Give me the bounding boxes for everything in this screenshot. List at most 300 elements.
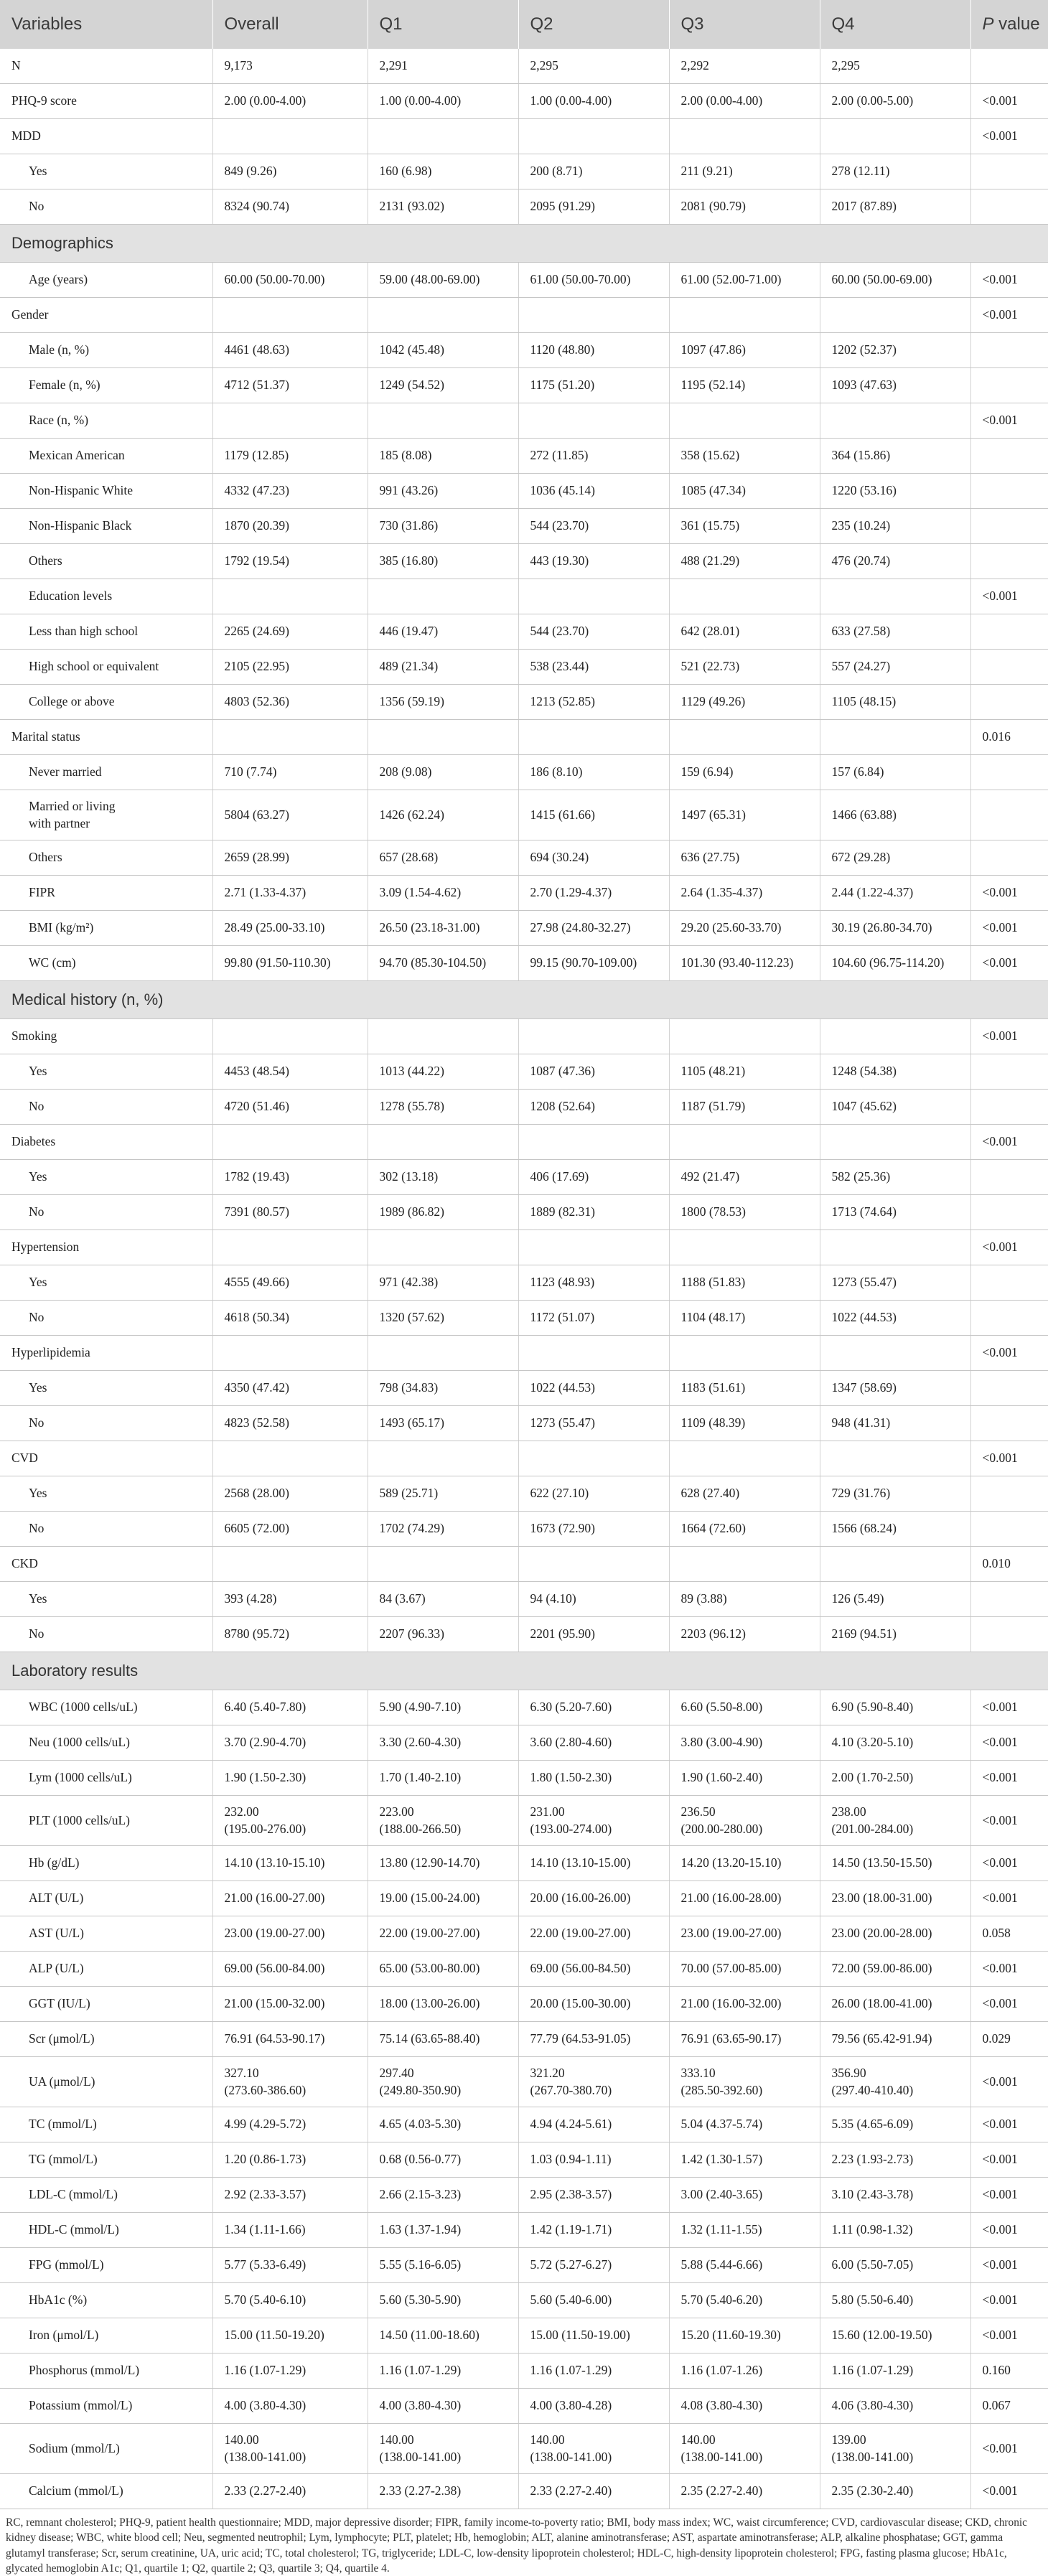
p-value-cell: 0.160 xyxy=(970,2353,1048,2389)
row-label: Marital status xyxy=(0,720,212,755)
q4-cell: 157 (6.84) xyxy=(820,755,970,790)
p-value-cell: <0.001 xyxy=(970,119,1048,154)
q3-cell xyxy=(669,1125,820,1160)
row-label: AST (U/L) xyxy=(0,1916,212,1952)
q2-cell: 406 (17.69) xyxy=(518,1160,669,1195)
q3-cell: 1187 (51.79) xyxy=(669,1090,820,1125)
q2-cell: 544 (23.70) xyxy=(518,509,669,544)
table-row xyxy=(0,1371,1048,1406)
q1-cell: 1493 (65.17) xyxy=(368,1406,518,1441)
q4-cell xyxy=(820,1441,970,1476)
overall-cell: 5804 (63.27) xyxy=(212,790,368,840)
q3-cell: 211 (9.21) xyxy=(669,154,820,189)
q3-cell: 236.50 (200.00-280.00) xyxy=(669,1796,820,1846)
overall-cell: 8780 (95.72) xyxy=(212,1617,368,1652)
overall-cell: 6.40 (5.40-7.80) xyxy=(212,1690,368,1725)
q2-cell: 544 (23.70) xyxy=(518,614,669,650)
q4-cell: 2017 (87.89) xyxy=(820,189,970,225)
q3-cell: 70.00 (57.00-85.00) xyxy=(669,1952,820,1987)
row-label: HbA1c (%) xyxy=(0,2283,212,2318)
overall-cell: 2265 (24.69) xyxy=(212,614,368,650)
q2-cell: 1.80 (1.50-2.30) xyxy=(518,1761,669,1796)
row-label: FPG (mmol/L) xyxy=(0,2248,212,2283)
q2-cell: 1673 (72.90) xyxy=(518,1512,669,1547)
overall-cell: 4350 (47.42) xyxy=(212,1371,368,1406)
header-row xyxy=(0,0,1048,49)
row-label: PLT (1000 cells/uL) xyxy=(0,1796,212,1846)
row-label: BMI (kg/m²) xyxy=(0,911,212,946)
table-row xyxy=(0,509,1048,544)
p-value-cell: <0.001 xyxy=(970,1019,1048,1054)
q4-cell: 476 (20.74) xyxy=(820,544,970,579)
p-value-cell: <0.001 xyxy=(970,1725,1048,1761)
row-label: Lym (1000 cells/uL) xyxy=(0,1761,212,1796)
table-row xyxy=(0,2057,1048,2107)
overall-cell: 14.10 (13.10-15.10) xyxy=(212,1846,368,1881)
p-value-cell xyxy=(970,439,1048,474)
header-p-italic: P xyxy=(982,14,994,34)
q2-cell xyxy=(518,119,669,154)
q2-cell xyxy=(518,579,669,614)
q4-cell: 1347 (58.69) xyxy=(820,1371,970,1406)
table-header xyxy=(0,0,1048,49)
q3-cell: 1195 (52.14) xyxy=(669,368,820,403)
q1-cell xyxy=(368,1441,518,1476)
q4-cell: 364 (15.86) xyxy=(820,439,970,474)
overall-cell: 4453 (48.54) xyxy=(212,1054,368,1090)
table-row xyxy=(0,2283,1048,2318)
table-row xyxy=(0,911,1048,946)
row-label: Mexican American xyxy=(0,439,212,474)
q3-cell xyxy=(669,1019,820,1054)
p-value-cell xyxy=(970,1054,1048,1090)
row-label: Never married xyxy=(0,755,212,790)
q4-cell: 672 (29.28) xyxy=(820,840,970,876)
q2-cell: 2.70 (1.29-4.37) xyxy=(518,876,669,911)
row-label: Male (n, %) xyxy=(0,333,212,368)
p-value-cell: <0.001 xyxy=(970,1125,1048,1160)
q1-cell xyxy=(368,1336,518,1371)
row-label: Others xyxy=(0,544,212,579)
q4-cell xyxy=(820,1019,970,1054)
q2-cell xyxy=(518,1336,669,1371)
q2-cell xyxy=(518,298,669,333)
row-label: No xyxy=(0,1512,212,1547)
q2-cell: 22.00 (19.00-27.00) xyxy=(518,1916,669,1952)
q1-cell: 1989 (86.82) xyxy=(368,1195,518,1230)
overall-cell xyxy=(212,720,368,755)
q1-cell: 160 (6.98) xyxy=(368,154,518,189)
p-value-cell: 0.058 xyxy=(970,1916,1048,1952)
header-p-rest: value xyxy=(993,14,1040,34)
p-value-cell: <0.001 xyxy=(970,2057,1048,2107)
q4-cell: 1466 (63.88) xyxy=(820,790,970,840)
q1-cell: 991 (43.26) xyxy=(368,474,518,509)
p-value-cell: <0.001 xyxy=(970,84,1048,119)
q2-cell: 1022 (44.53) xyxy=(518,1371,669,1406)
row-label: Gender xyxy=(0,298,212,333)
p-value-cell: 0.010 xyxy=(970,1547,1048,1582)
table-row xyxy=(0,298,1048,333)
p-value-cell: <0.001 xyxy=(970,1796,1048,1846)
overall-cell: 9,173 xyxy=(212,49,368,84)
q3-cell: 3.80 (3.00-4.90) xyxy=(669,1725,820,1761)
q1-cell: 1278 (55.78) xyxy=(368,1090,518,1125)
q4-cell: 23.00 (18.00-31.00) xyxy=(820,1881,970,1916)
q2-cell: 272 (11.85) xyxy=(518,439,669,474)
table-row xyxy=(0,1512,1048,1547)
overall-cell xyxy=(212,1019,368,1054)
q3-cell: 1497 (65.31) xyxy=(669,790,820,840)
q2-cell: 1036 (45.14) xyxy=(518,474,669,509)
overall-cell: 4803 (52.36) xyxy=(212,685,368,720)
q1-cell: 5.55 (5.16-6.05) xyxy=(368,2248,518,2283)
row-label: Non-Hispanic Black xyxy=(0,509,212,544)
table-row xyxy=(0,333,1048,368)
q2-cell: 538 (23.44) xyxy=(518,650,669,685)
overall-cell: 2.00 (0.00-4.00) xyxy=(212,84,368,119)
q4-cell: 4.06 (3.80-4.30) xyxy=(820,2389,970,2424)
row-label: Scr (μmol/L) xyxy=(0,2022,212,2057)
q2-cell: 1172 (51.07) xyxy=(518,1301,669,1336)
table-row xyxy=(0,1441,1048,1476)
q1-cell: 4.65 (4.03-5.30) xyxy=(368,2107,518,2142)
p-value-cell: 0.067 xyxy=(970,2389,1048,2424)
q3-cell: 2,292 xyxy=(669,49,820,84)
row-label: UA (μmol/L) xyxy=(0,2057,212,2107)
row-label: N xyxy=(0,49,212,84)
p-value-cell xyxy=(970,333,1048,368)
row-label: Hypertension xyxy=(0,1230,212,1265)
q1-cell: 140.00 (138.00-141.00) xyxy=(368,2424,518,2474)
table-row xyxy=(0,1582,1048,1617)
table-row xyxy=(0,1916,1048,1952)
table-row xyxy=(0,840,1048,876)
table-row xyxy=(0,2318,1048,2353)
row-label: Iron (μmol/L) xyxy=(0,2318,212,2353)
q4-cell: 2.00 (0.00-5.00) xyxy=(820,84,970,119)
row-label: No xyxy=(0,1301,212,1336)
overall-cell: 2659 (28.99) xyxy=(212,840,368,876)
overall-cell: 5.70 (5.40-6.10) xyxy=(212,2283,368,2318)
q3-cell: 1188 (51.83) xyxy=(669,1265,820,1301)
q1-cell: 385 (16.80) xyxy=(368,544,518,579)
header-q3: Q3 xyxy=(669,0,820,49)
row-label: Age (years) xyxy=(0,263,212,298)
q3-cell: 1085 (47.34) xyxy=(669,474,820,509)
q4-cell xyxy=(820,720,970,755)
row-label: PHQ-9 score xyxy=(0,84,212,119)
overall-cell: 1.16 (1.07-1.29) xyxy=(212,2353,368,2389)
q4-cell: 2.23 (1.93-2.73) xyxy=(820,2142,970,2178)
p-value-cell: <0.001 xyxy=(970,1952,1048,1987)
q2-cell: 1.16 (1.07-1.29) xyxy=(518,2353,669,2389)
row-label: Others xyxy=(0,840,212,876)
q4-cell: 1273 (55.47) xyxy=(820,1265,970,1301)
q3-cell: 1.42 (1.30-1.57) xyxy=(669,2142,820,2178)
overall-cell: 21.00 (16.00-27.00) xyxy=(212,1881,368,1916)
table-row xyxy=(0,189,1048,225)
q1-cell: 5.90 (4.90-7.10) xyxy=(368,1690,518,1725)
row-label: Sodium (mmol/L) xyxy=(0,2424,212,2474)
q3-cell: 15.20 (11.60-19.30) xyxy=(669,2318,820,2353)
q4-cell: 2169 (94.51) xyxy=(820,1617,970,1652)
p-value-cell: <0.001 xyxy=(970,946,1048,981)
overall-cell: 4.99 (4.29-5.72) xyxy=(212,2107,368,2142)
overall-cell: 1870 (20.39) xyxy=(212,509,368,544)
q4-cell: 278 (12.11) xyxy=(820,154,970,189)
header-overall: Overall xyxy=(212,0,368,49)
p-value-cell: <0.001 xyxy=(970,1230,1048,1265)
q3-cell: 29.20 (25.60-33.70) xyxy=(669,911,820,946)
q2-cell: 1273 (55.47) xyxy=(518,1406,669,1441)
q4-cell: 1248 (54.38) xyxy=(820,1054,970,1090)
q1-cell xyxy=(368,720,518,755)
q4-cell: 1047 (45.62) xyxy=(820,1090,970,1125)
q3-cell: 6.60 (5.50-8.00) xyxy=(669,1690,820,1725)
p-value-cell: <0.001 xyxy=(970,876,1048,911)
q1-cell: 19.00 (15.00-24.00) xyxy=(368,1881,518,1916)
q3-cell: 333.10 (285.50-392.60) xyxy=(669,2057,820,2107)
overall-cell: 393 (4.28) xyxy=(212,1582,368,1617)
q1-cell: 13.80 (12.90-14.70) xyxy=(368,1846,518,1881)
q4-cell xyxy=(820,579,970,614)
p-value-cell xyxy=(970,189,1048,225)
q4-cell: 26.00 (18.00-41.00) xyxy=(820,1987,970,2022)
q4-cell xyxy=(820,403,970,439)
row-label: WBC (1000 cells/uL) xyxy=(0,1690,212,1725)
q2-cell xyxy=(518,720,669,755)
q1-cell xyxy=(368,1230,518,1265)
p-value-cell xyxy=(970,1582,1048,1617)
table-footnote: RC, remnant cholesterol; PHQ-9, patient health questionnaire; MDD, major depressive disorder; FIPR, family income-to-poverty ratio; BMI, body mass index; WC, waist circumference; CVD, cardiovascular disease; CKD, chronic kidney disease; WBC, white blood cell; Neu, segmented neutrophil; Lym, lymphocyte; PLT, platelet; Hb, hemoglobin; ALT, alanine aminotransferase; AST, aspartate aminotransferase; ALP, alkaline phosphatase; GGT, gamma glutamyl transferase; Scr, serum creatinine, UA, uric acid; TC, total cholesterol; TG, triglyceride; LDL-C, low-density lipoprotein cholesterol; HDL-C, high-density lipoprotein cholesterol; FPG, fasting plasma glucose; HbA1c, glycated hemoglobin A1c; Q1, quartile 1; Q2, quartile 2; Q3, quartile 3; Q4, quartile 4. xyxy=(6,2516,1028,2575)
table-row xyxy=(0,119,1048,154)
row-label: No xyxy=(0,1617,212,1652)
q4-cell: 23.00 (20.00-28.00) xyxy=(820,1916,970,1952)
table-row xyxy=(0,1230,1048,1265)
q1-cell: 65.00 (53.00-80.00) xyxy=(368,1952,518,1987)
q2-cell: 6.30 (5.20-7.60) xyxy=(518,1690,669,1725)
q3-cell: 5.04 (4.37-5.74) xyxy=(669,2107,820,2142)
p-value-cell: <0.001 xyxy=(970,298,1048,333)
q4-cell: 6.90 (5.90-8.40) xyxy=(820,1690,970,1725)
p-value-cell xyxy=(970,1476,1048,1512)
q1-cell: 84 (3.67) xyxy=(368,1582,518,1617)
table-row xyxy=(0,1406,1048,1441)
p-value-cell xyxy=(970,368,1048,403)
header-q4: Q4 xyxy=(820,0,970,49)
q3-cell: 2.35 (2.27-2.40) xyxy=(669,2474,820,2509)
q1-cell: 0.68 (0.56-0.77) xyxy=(368,2142,518,2178)
table-row xyxy=(0,474,1048,509)
q3-cell xyxy=(669,1547,820,1582)
q3-cell xyxy=(669,1230,820,1265)
q2-cell: 69.00 (56.00-84.50) xyxy=(518,1952,669,1987)
table-row xyxy=(0,1761,1048,1796)
p-value-cell xyxy=(970,840,1048,876)
q4-cell: 235 (10.24) xyxy=(820,509,970,544)
table-row xyxy=(0,1796,1048,1846)
row-label: Yes xyxy=(0,1582,212,1617)
overall-cell: 1792 (19.54) xyxy=(212,544,368,579)
table-row xyxy=(0,1336,1048,1371)
row-label: Hyperlipidemia xyxy=(0,1336,212,1371)
p-value-cell: <0.001 xyxy=(970,1690,1048,1725)
p-value-cell xyxy=(970,1617,1048,1652)
p-value-cell: <0.001 xyxy=(970,2248,1048,2283)
q2-cell: 5.60 (5.40-6.00) xyxy=(518,2283,669,2318)
table-row xyxy=(0,1090,1048,1125)
overall-cell: 2.33 (2.27-2.40) xyxy=(212,2474,368,2509)
q3-cell: 1097 (47.86) xyxy=(669,333,820,368)
row-label: Yes xyxy=(0,1054,212,1090)
overall-cell: 1179 (12.85) xyxy=(212,439,368,474)
overall-cell: 140.00 (138.00-141.00) xyxy=(212,2424,368,2474)
q1-cell: 1013 (44.22) xyxy=(368,1054,518,1090)
overall-cell xyxy=(212,1336,368,1371)
q3-cell: 628 (27.40) xyxy=(669,1476,820,1512)
overall-cell: 69.00 (56.00-84.00) xyxy=(212,1952,368,1987)
q2-cell: 140.00 (138.00-141.00) xyxy=(518,2424,669,2474)
overall-cell: 1.20 (0.86-1.73) xyxy=(212,2142,368,2178)
q1-cell xyxy=(368,119,518,154)
q3-cell: 76.91 (63.65-90.17) xyxy=(669,2022,820,2057)
table-body xyxy=(0,49,1048,2509)
q2-cell: 231.00 (193.00-274.00) xyxy=(518,1796,669,1846)
q2-cell: 200 (8.71) xyxy=(518,154,669,189)
q4-cell: 126 (5.49) xyxy=(820,1582,970,1617)
overall-cell: 3.70 (2.90-4.70) xyxy=(212,1725,368,1761)
table-row xyxy=(0,685,1048,720)
q3-cell: 1.90 (1.60-2.40) xyxy=(669,1761,820,1796)
q4-cell: 1220 (53.16) xyxy=(820,474,970,509)
section-header-row xyxy=(0,225,1048,263)
q4-cell: 2.00 (1.70-2.50) xyxy=(820,1761,970,1796)
overall-cell: 327.10 (273.60-386.60) xyxy=(212,2057,368,2107)
q3-cell: 358 (15.62) xyxy=(669,439,820,474)
overall-cell: 2105 (22.95) xyxy=(212,650,368,685)
overall-cell xyxy=(212,1547,368,1582)
overall-cell: 8324 (90.74) xyxy=(212,189,368,225)
section-header-row xyxy=(0,981,1048,1019)
q4-cell: 1713 (74.64) xyxy=(820,1195,970,1230)
q1-cell: 3.09 (1.54-4.62) xyxy=(368,876,518,911)
overall-cell: 4720 (51.46) xyxy=(212,1090,368,1125)
overall-cell: 1.34 (1.11-1.66) xyxy=(212,2213,368,2248)
row-label: FIPR xyxy=(0,876,212,911)
table-row xyxy=(0,263,1048,298)
p-value-cell xyxy=(970,755,1048,790)
section-title: Demographics xyxy=(0,225,1048,263)
table-row xyxy=(0,2178,1048,2213)
table-row xyxy=(0,946,1048,981)
q2-cell: 1415 (61.66) xyxy=(518,790,669,840)
q3-cell xyxy=(669,720,820,755)
q3-cell: 642 (28.01) xyxy=(669,614,820,650)
q3-cell: 521 (22.73) xyxy=(669,650,820,685)
p-value-cell xyxy=(970,1406,1048,1441)
q3-cell xyxy=(669,403,820,439)
q1-cell: 208 (9.08) xyxy=(368,755,518,790)
table-row xyxy=(0,2142,1048,2178)
q2-cell xyxy=(518,1547,669,1582)
q1-cell: 798 (34.83) xyxy=(368,1371,518,1406)
row-label: No xyxy=(0,1090,212,1125)
q4-cell: 2.44 (1.22-4.37) xyxy=(820,876,970,911)
p-value-cell: <0.001 xyxy=(970,263,1048,298)
header-q2: Q2 xyxy=(518,0,669,49)
q3-cell xyxy=(669,119,820,154)
row-label: CKD xyxy=(0,1547,212,1582)
overall-cell: 4712 (51.37) xyxy=(212,368,368,403)
p-value-cell xyxy=(970,1301,1048,1336)
q1-cell: 1426 (62.24) xyxy=(368,790,518,840)
p-value-cell xyxy=(970,1090,1048,1125)
overall-cell: 5.77 (5.33-6.49) xyxy=(212,2248,368,2283)
q1-cell: 1.16 (1.07-1.29) xyxy=(368,2353,518,2389)
row-label: TC (mmol/L) xyxy=(0,2107,212,2142)
q2-cell: 99.15 (90.70-109.00) xyxy=(518,946,669,981)
q2-cell: 3.60 (2.80-4.60) xyxy=(518,1725,669,1761)
q1-cell: 1.00 (0.00-4.00) xyxy=(368,84,518,119)
q3-cell: 361 (15.75) xyxy=(669,509,820,544)
row-label: Yes xyxy=(0,1265,212,1301)
p-value-cell: <0.001 xyxy=(970,1881,1048,1916)
row-label: Yes xyxy=(0,1476,212,1512)
q2-cell xyxy=(518,1230,669,1265)
q1-cell: 589 (25.71) xyxy=(368,1476,518,1512)
q4-cell: 14.50 (13.50-15.50) xyxy=(820,1846,970,1881)
q1-cell: 5.60 (5.30-5.90) xyxy=(368,2283,518,2318)
q1-cell: 75.14 (63.65-88.40) xyxy=(368,2022,518,2057)
table-row xyxy=(0,1019,1048,1054)
q1-cell: 2207 (96.33) xyxy=(368,1617,518,1652)
table-row xyxy=(0,650,1048,685)
p-value-cell: <0.001 xyxy=(970,2283,1048,2318)
p-value-cell: <0.001 xyxy=(970,1761,1048,1796)
q2-cell: 4.00 (3.80-4.28) xyxy=(518,2389,669,2424)
table-row xyxy=(0,1160,1048,1195)
q1-cell: 2131 (93.02) xyxy=(368,189,518,225)
q3-cell: 2203 (96.12) xyxy=(669,1617,820,1652)
overall-cell: 4555 (49.66) xyxy=(212,1265,368,1301)
section-title: Medical history (n, %) xyxy=(0,981,1048,1019)
q2-cell: 1123 (48.93) xyxy=(518,1265,669,1301)
q3-cell: 1109 (48.39) xyxy=(669,1406,820,1441)
q2-cell: 4.94 (4.24-5.61) xyxy=(518,2107,669,2142)
p-value-cell xyxy=(970,154,1048,189)
overall-cell xyxy=(212,403,368,439)
row-label: Education levels xyxy=(0,579,212,614)
q3-cell: 1.32 (1.11-1.55) xyxy=(669,2213,820,2248)
q4-cell: 729 (31.76) xyxy=(820,1476,970,1512)
q2-cell: 94 (4.10) xyxy=(518,1582,669,1617)
table-row xyxy=(0,1195,1048,1230)
q1-cell: 18.00 (13.00-26.00) xyxy=(368,1987,518,2022)
q1-cell xyxy=(368,1019,518,1054)
q3-cell: 101.30 (93.40-112.23) xyxy=(669,946,820,981)
overall-cell xyxy=(212,1230,368,1265)
q1-cell: 14.50 (11.00-18.60) xyxy=(368,2318,518,2353)
p-value-cell xyxy=(970,1265,1048,1301)
table-row xyxy=(0,1846,1048,1881)
q3-cell xyxy=(669,1336,820,1371)
section-header-row xyxy=(0,1652,1048,1690)
p-value-cell xyxy=(970,1160,1048,1195)
overall-cell: 710 (7.74) xyxy=(212,755,368,790)
overall-cell: 2568 (28.00) xyxy=(212,1476,368,1512)
overall-cell: 849 (9.26) xyxy=(212,154,368,189)
